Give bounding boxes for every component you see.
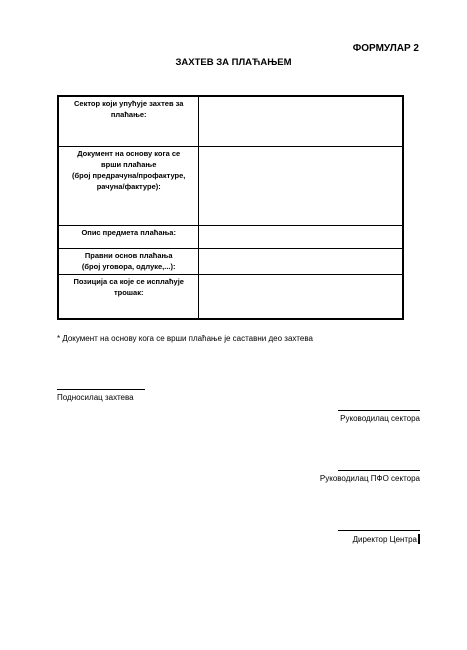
page-title: ЗАХТЕВ ЗА ПЛАЋАЊЕМ bbox=[175, 57, 292, 68]
footnote: * Документ на основу кога се врши плаћање је саставни део захтева bbox=[57, 334, 313, 343]
table-row bbox=[58, 248, 403, 274]
row-value-legal-basis[interactable] bbox=[199, 248, 403, 274]
signature-label-sector-head: Руководилац сектора bbox=[340, 414, 420, 423]
signature-line bbox=[338, 470, 420, 471]
signature-sector-head bbox=[338, 410, 420, 423]
signature-director bbox=[338, 530, 420, 544]
row-value-sector[interactable] bbox=[199, 96, 403, 146]
signature-label-director: Директор Центра bbox=[352, 535, 417, 544]
row-value-position[interactable] bbox=[199, 274, 403, 319]
signature-applicant bbox=[57, 389, 145, 402]
signature-line bbox=[338, 410, 420, 411]
table-row bbox=[58, 146, 403, 225]
row-value-document[interactable] bbox=[199, 146, 403, 225]
table-row bbox=[58, 225, 403, 248]
signature-pfo-head bbox=[320, 470, 420, 483]
row-label-sector: Сектор који упућује захтев за плаћање: bbox=[58, 96, 199, 146]
row-label-subject: Опис предмета плаћања: bbox=[58, 225, 199, 248]
table-row bbox=[58, 96, 403, 146]
signature-line bbox=[57, 389, 145, 390]
row-label-legal-basis: Правни основ плаћања (број уговора, одлуке,...): bbox=[58, 248, 199, 274]
text-cursor bbox=[418, 534, 420, 544]
request-table bbox=[57, 95, 404, 320]
signature-line bbox=[338, 530, 420, 531]
form-number: ФОРМУЛАР 2 bbox=[352, 43, 419, 54]
signature-director-row bbox=[338, 534, 420, 544]
signature-label-applicant: Подносилац захтева bbox=[57, 393, 134, 402]
signature-label-pfo-head: Руководилац ПФО сектора bbox=[319, 474, 420, 483]
row-label-position: Позиција са које се исплаћује трошак: bbox=[58, 274, 199, 319]
row-label-document: Документ на основу кога се врши плаћање (број предрачуна/профактуре, рачуна/фактуре): bbox=[58, 146, 199, 225]
row-value-subject[interactable] bbox=[199, 225, 403, 248]
table-row bbox=[58, 274, 403, 319]
